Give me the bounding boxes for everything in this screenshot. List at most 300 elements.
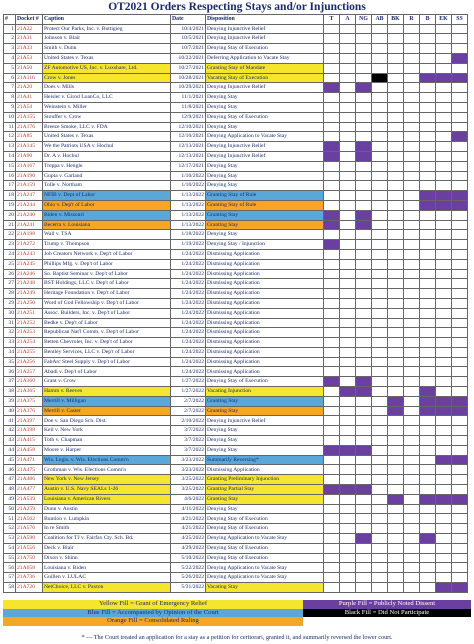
legend-yellow: Yellow Fill = Grant of Emergency Relief (3, 600, 303, 609)
justice-cell (340, 563, 356, 573)
row-number: 47 (4, 475, 16, 485)
disposition: Dismissing Application (206, 279, 324, 289)
case-caption: Betten Chevrolet, Inc. v. Dep't of Labor (43, 338, 171, 348)
justice-cell (420, 102, 436, 112)
disposition: Denying Application to Vacate Stay (206, 573, 324, 583)
disposition: Denying Injunctive Relief (206, 83, 324, 93)
justice-cell (404, 328, 420, 338)
justice-cell (340, 102, 356, 112)
table-row (4, 161, 468, 171)
case-caption: Heisler v. Girod LoanCo, LLC (43, 93, 171, 103)
docket-number: 21A246 (16, 269, 43, 279)
docket-number: 21A272 (16, 240, 43, 250)
case-caption: So. Baptist Seminar v. Dep't of Labor (43, 269, 171, 279)
justice-cell (404, 514, 420, 524)
justice-cell (388, 357, 404, 367)
order-date: 12/9/2021 (171, 112, 206, 122)
justice-cell (340, 181, 356, 191)
justice-cell (356, 416, 372, 426)
justice-cell (340, 524, 356, 534)
justice-cell (436, 200, 452, 210)
justice-cell (436, 53, 452, 63)
case-caption: Buntion v. Lumpkin (43, 514, 171, 524)
justice-cell (356, 93, 372, 103)
docket-number: 21A240 (16, 210, 43, 220)
disposition: Granting Stay of Mandate (206, 63, 324, 73)
justice-cell (436, 151, 452, 161)
table-row (4, 112, 468, 122)
justice-cell (356, 475, 372, 485)
case-caption: Assoc. Builders, Inc. v. Dep't of Labor (43, 308, 171, 318)
justice-cell (452, 298, 468, 308)
justice-cell (356, 44, 372, 54)
justice-cell (372, 377, 388, 387)
justice-cell (388, 112, 404, 122)
justice-cell (404, 83, 420, 93)
docket-number: 21A33 (16, 44, 43, 54)
row-number: 9 (4, 102, 16, 112)
docket-number: 21A250 (16, 298, 43, 308)
justice-cell (436, 191, 452, 201)
justice-cell (372, 161, 388, 171)
row-number: 20 (4, 210, 16, 220)
disposition: Denying Stay of Execution (206, 377, 324, 387)
justice-cell (356, 151, 372, 161)
justice-cell (388, 83, 404, 93)
justice-cell (436, 318, 452, 328)
justice-cell (404, 102, 420, 112)
justice-cell (452, 249, 468, 259)
justice-cell (324, 367, 340, 377)
justice-cell (420, 308, 436, 318)
justice-cell (324, 220, 340, 230)
justice-cell (340, 112, 356, 122)
justice-cell (436, 132, 452, 142)
order-date: 1/27/2022 (171, 377, 206, 387)
disposition: Dismissing Application (206, 357, 324, 367)
disposition: Vacating Stay (206, 583, 324, 593)
disposition: Denying Stay (206, 445, 324, 455)
justice-cell (340, 485, 356, 495)
justice-cell (452, 93, 468, 103)
justice-cell (404, 347, 420, 357)
table-row (4, 53, 468, 63)
justice-cell (372, 465, 388, 475)
justice-cell (356, 259, 372, 269)
justice-cell (404, 132, 420, 142)
justice-cell (388, 142, 404, 152)
justice-cell (420, 445, 436, 455)
justice-cell (372, 200, 388, 210)
table-row (4, 210, 468, 220)
table-row (4, 63, 468, 73)
justice-cell (452, 83, 468, 93)
order-date: 1/13/2022 (171, 191, 206, 201)
justice-cell (372, 34, 388, 44)
justice-cell (388, 220, 404, 230)
justice-cell (372, 347, 388, 357)
row-number: 3 (4, 44, 16, 54)
justice-cell (324, 83, 340, 93)
docket-number: 21A50 (16, 63, 43, 73)
justice-cell (420, 494, 436, 504)
disposition: Denying Stay (206, 181, 324, 191)
justice-cell (452, 563, 468, 573)
justice-cell (420, 269, 436, 279)
justice-cell (356, 387, 372, 397)
justice-cell (436, 387, 452, 397)
justice-cell (436, 396, 452, 406)
docket-number: 21A241 (16, 220, 43, 230)
justice-cell (340, 514, 356, 524)
justice-cell (324, 210, 340, 220)
disposition: Dismissing Application (206, 318, 324, 328)
justice-cell (404, 259, 420, 269)
order-date: 1/24/2022 (171, 367, 206, 377)
row-number: 23 (4, 240, 16, 250)
justice-cell (452, 53, 468, 63)
column-header: EK (436, 15, 452, 25)
disposition: Granting Stay (206, 220, 324, 230)
order-date: 1/24/2022 (171, 249, 206, 259)
justice-cell (372, 357, 388, 367)
justice-cell (372, 475, 388, 485)
justice-cell (388, 475, 404, 485)
justice-cell (324, 132, 340, 142)
justice-cell (324, 151, 340, 161)
disposition: Granting Partial Stay (206, 485, 324, 495)
justice-cell (324, 485, 340, 495)
row-number: 22 (4, 230, 16, 240)
row-number: 18 (4, 191, 16, 201)
justice-cell (436, 220, 452, 230)
justice-cell (324, 406, 340, 416)
justice-cell (436, 543, 452, 553)
justice-cell (356, 436, 372, 446)
disposition: Denying Stay of Execution (206, 524, 324, 534)
justice-cell (340, 132, 356, 142)
justice-cell (404, 387, 420, 397)
justice-cell (452, 34, 468, 44)
justice-cell (372, 573, 388, 583)
justice-cell (356, 504, 372, 514)
justice-cell (340, 347, 356, 357)
justice-cell (452, 210, 468, 220)
docket-number: 21A720 (16, 583, 43, 593)
docket-number: 21A116 (16, 73, 43, 83)
disposition: Dismissing Application (206, 249, 324, 259)
justice-cell (404, 396, 420, 406)
order-date: 4/29/2022 (171, 543, 206, 553)
docket-number: 21A458 (16, 445, 43, 455)
justice-cell (436, 573, 452, 583)
justice-cell (420, 289, 436, 299)
justice-cell (452, 259, 468, 269)
table-row (4, 230, 468, 240)
row-number: 40 (4, 406, 16, 416)
justice-cell (388, 465, 404, 475)
justice-cell (388, 132, 404, 142)
justice-cell (356, 553, 372, 563)
justice-cell (436, 24, 452, 34)
justice-cell (340, 553, 356, 563)
disposition: Denying Stay (206, 171, 324, 181)
justice-cell (324, 181, 340, 191)
row-number: 1 (4, 24, 16, 34)
justice-cell (388, 249, 404, 259)
justice-cell (372, 181, 388, 191)
table-row (4, 583, 468, 593)
order-date: 12/10/2021 (171, 122, 206, 132)
page-title: OT2021 Orders Respecting Stays and/or Injunctions (108, 1, 366, 13)
column-header: AB (372, 15, 388, 25)
case-caption: We the Patriots USA v. Hochul (43, 142, 171, 152)
row-number: 7 (4, 83, 16, 93)
justice-cell (372, 485, 388, 495)
order-date: 10/28/2021 (171, 73, 206, 83)
disposition: Granting Preliminary Injunction (206, 475, 324, 485)
column-header: A (340, 15, 356, 25)
justice-cell (324, 142, 340, 152)
justice-cell (436, 494, 452, 504)
case-caption: Keil v. New York (43, 426, 171, 436)
legend-blue: Blue Fill = Accompanied by Opinion of the Court (3, 609, 303, 618)
docket-number: 21A477 (16, 485, 43, 495)
justice-cell (420, 485, 436, 495)
order-date: 1/19/2022 (171, 240, 206, 250)
table-row (4, 534, 468, 544)
justice-cell (340, 298, 356, 308)
justice-cell (324, 34, 340, 44)
justice-cell (404, 357, 420, 367)
row-number: 34 (4, 347, 16, 357)
justice-cell (420, 357, 436, 367)
table-row (4, 191, 468, 201)
justice-cell (372, 269, 388, 279)
case-caption: Austin v. U.S. Navy SEALs 1-26 (43, 485, 171, 495)
justice-cell (388, 269, 404, 279)
row-number: 25 (4, 259, 16, 269)
justice-cell (420, 122, 436, 132)
order-date: 12/13/2021 (171, 151, 206, 161)
case-caption: Dixon v. Shinn (43, 553, 171, 563)
justice-cell (436, 259, 452, 269)
justice-cell (372, 53, 388, 63)
row-number: 43 (4, 436, 16, 446)
justice-cell (388, 230, 404, 240)
justice-cell (420, 298, 436, 308)
justice-cell (452, 357, 468, 367)
justice-cell (340, 279, 356, 289)
case-caption: Grothman v. Wis. Elections Comm'n (43, 465, 171, 475)
disposition: Denying Stay (206, 102, 324, 112)
justice-cell (404, 583, 420, 593)
justice-cell (436, 583, 452, 593)
justice-cell (356, 102, 372, 112)
case-caption: Biden v. Missouri (43, 210, 171, 220)
justice-cell (436, 161, 452, 171)
disposition: Granting Stay (206, 396, 324, 406)
justice-cell (420, 524, 436, 534)
docket-number: 21A471 (16, 455, 43, 465)
row-number: 48 (4, 485, 16, 495)
case-caption: Stouffer v. Crow (43, 112, 171, 122)
case-caption: Merrill v. Milligan (43, 396, 171, 406)
row-number: 21 (4, 220, 16, 230)
justice-cell (388, 308, 404, 318)
justice-cell (436, 112, 452, 122)
case-caption: United States v. Texas (43, 132, 171, 142)
justice-cell (372, 240, 388, 250)
justice-cell (388, 377, 404, 387)
case-caption: Hamm v. Reeves (43, 387, 171, 397)
table-row (4, 504, 468, 514)
justice-cell (340, 63, 356, 73)
table-row (4, 436, 468, 446)
column-header: BK (388, 15, 404, 25)
justice-cell (356, 318, 372, 328)
justice-cell (452, 455, 468, 465)
docket-number: 21A750 (16, 553, 43, 563)
disposition: Denying Injunctive Relief (206, 142, 324, 152)
justice-cell (452, 230, 468, 240)
docket-number: 21A254 (16, 338, 43, 348)
justice-cell (436, 249, 452, 259)
justice-cell (372, 396, 388, 406)
justice-cell (324, 122, 340, 132)
justice-cell (388, 347, 404, 357)
justice-cell (404, 240, 420, 250)
justice-cell (356, 132, 372, 142)
row-number: 46 (4, 465, 16, 475)
docket-number: 21A251 (16, 308, 43, 318)
justice-cell (388, 210, 404, 220)
justice-cell (372, 543, 388, 553)
row-number: 31 (4, 318, 16, 328)
justice-cell (340, 338, 356, 348)
justice-cell (404, 406, 420, 416)
case-caption: NFIB v. Dept of Labor (43, 191, 171, 201)
justice-cell (340, 151, 356, 161)
justice-cell (420, 426, 436, 436)
justice-cell (356, 112, 372, 122)
justice-cell (452, 553, 468, 563)
justice-cell (356, 24, 372, 34)
table-row (4, 132, 468, 142)
justice-cell (340, 406, 356, 416)
order-date: 4/21/2022 (171, 524, 206, 534)
justice-cell (340, 475, 356, 485)
justice-cell (452, 24, 468, 34)
column-header: SS (452, 15, 468, 25)
justice-cell (388, 289, 404, 299)
justice-cell (404, 485, 420, 495)
case-caption: Abadi v. Dep't of Labor (43, 367, 171, 377)
legend-black: Black Fill = Did Not Participate (303, 609, 471, 618)
justice-cell (340, 377, 356, 387)
justice-cell (452, 504, 468, 514)
justice-cell (356, 534, 372, 544)
disposition: Denying Application to Vacate Stay (206, 563, 324, 573)
justice-cell (404, 338, 420, 348)
justice-cell (356, 240, 372, 250)
orders-table (3, 14, 468, 593)
justice-cell (452, 347, 468, 357)
justice-cell (340, 93, 356, 103)
row-number: 37 (4, 377, 16, 387)
justice-cell (404, 475, 420, 485)
order-date: 10/5/2021 (171, 34, 206, 44)
justice-cell (436, 298, 452, 308)
footnote: * — The Court treated an application for a stay as a petition for certiorari, granted it, and summarily reversed the lower court. (81, 634, 393, 641)
justice-cell (324, 436, 340, 446)
docket-number: 21A253 (16, 328, 43, 338)
table-row (4, 171, 468, 181)
justice-cell (372, 112, 388, 122)
order-date: 3/7/2022 (171, 445, 206, 455)
disposition: Granting Stay of Rule (206, 191, 324, 201)
case-caption: Merrill v. Caster (43, 406, 171, 416)
justice-cell (436, 416, 452, 426)
table-row (4, 416, 468, 426)
justice-cell (372, 426, 388, 436)
justice-cell (388, 406, 404, 416)
case-caption: Ohio v. Dep't of Labor (43, 200, 171, 210)
justice-cell (372, 445, 388, 455)
justice-cell (372, 171, 388, 181)
case-caption: Protect Our Parks, Inc. v. Buttigieg (43, 24, 171, 34)
row-number: 4 (4, 53, 16, 63)
justice-cell (324, 396, 340, 406)
justice-cell (420, 181, 436, 191)
justice-cell (340, 83, 356, 93)
justice-cell (372, 504, 388, 514)
justice-cell (436, 553, 452, 563)
justice-cell (372, 83, 388, 93)
disposition: Denying Stay of Execution (206, 543, 324, 553)
justice-cell (436, 485, 452, 495)
justice-cell (340, 210, 356, 220)
table-row (4, 543, 468, 553)
justice-cell (420, 514, 436, 524)
column-header: Docket # (16, 15, 43, 25)
justice-cell (436, 171, 452, 181)
justice-cell (388, 543, 404, 553)
justice-cell (324, 534, 340, 544)
justice-cell (452, 240, 468, 250)
justice-cell (388, 93, 404, 103)
order-date: 5/10/2022 (171, 553, 206, 563)
justice-cell (340, 318, 356, 328)
row-number: 17 (4, 181, 16, 191)
row-number: 24 (4, 249, 16, 259)
table-row (4, 475, 468, 485)
justice-cell (404, 93, 420, 103)
justice-cell (404, 504, 420, 514)
row-number: 55 (4, 553, 16, 563)
justice-cell (324, 249, 340, 259)
disposition: Denying Stay (206, 504, 324, 514)
table-row (4, 465, 468, 475)
justice-cell (388, 338, 404, 348)
table-row (4, 142, 468, 152)
table-row (4, 289, 468, 299)
disposition: Denying Stay of Execution (206, 112, 324, 122)
justice-cell (436, 93, 452, 103)
justice-cell (404, 171, 420, 181)
docket-number: 21A20 (16, 83, 43, 93)
disposition: Vacating Stay of Execution (206, 73, 324, 83)
